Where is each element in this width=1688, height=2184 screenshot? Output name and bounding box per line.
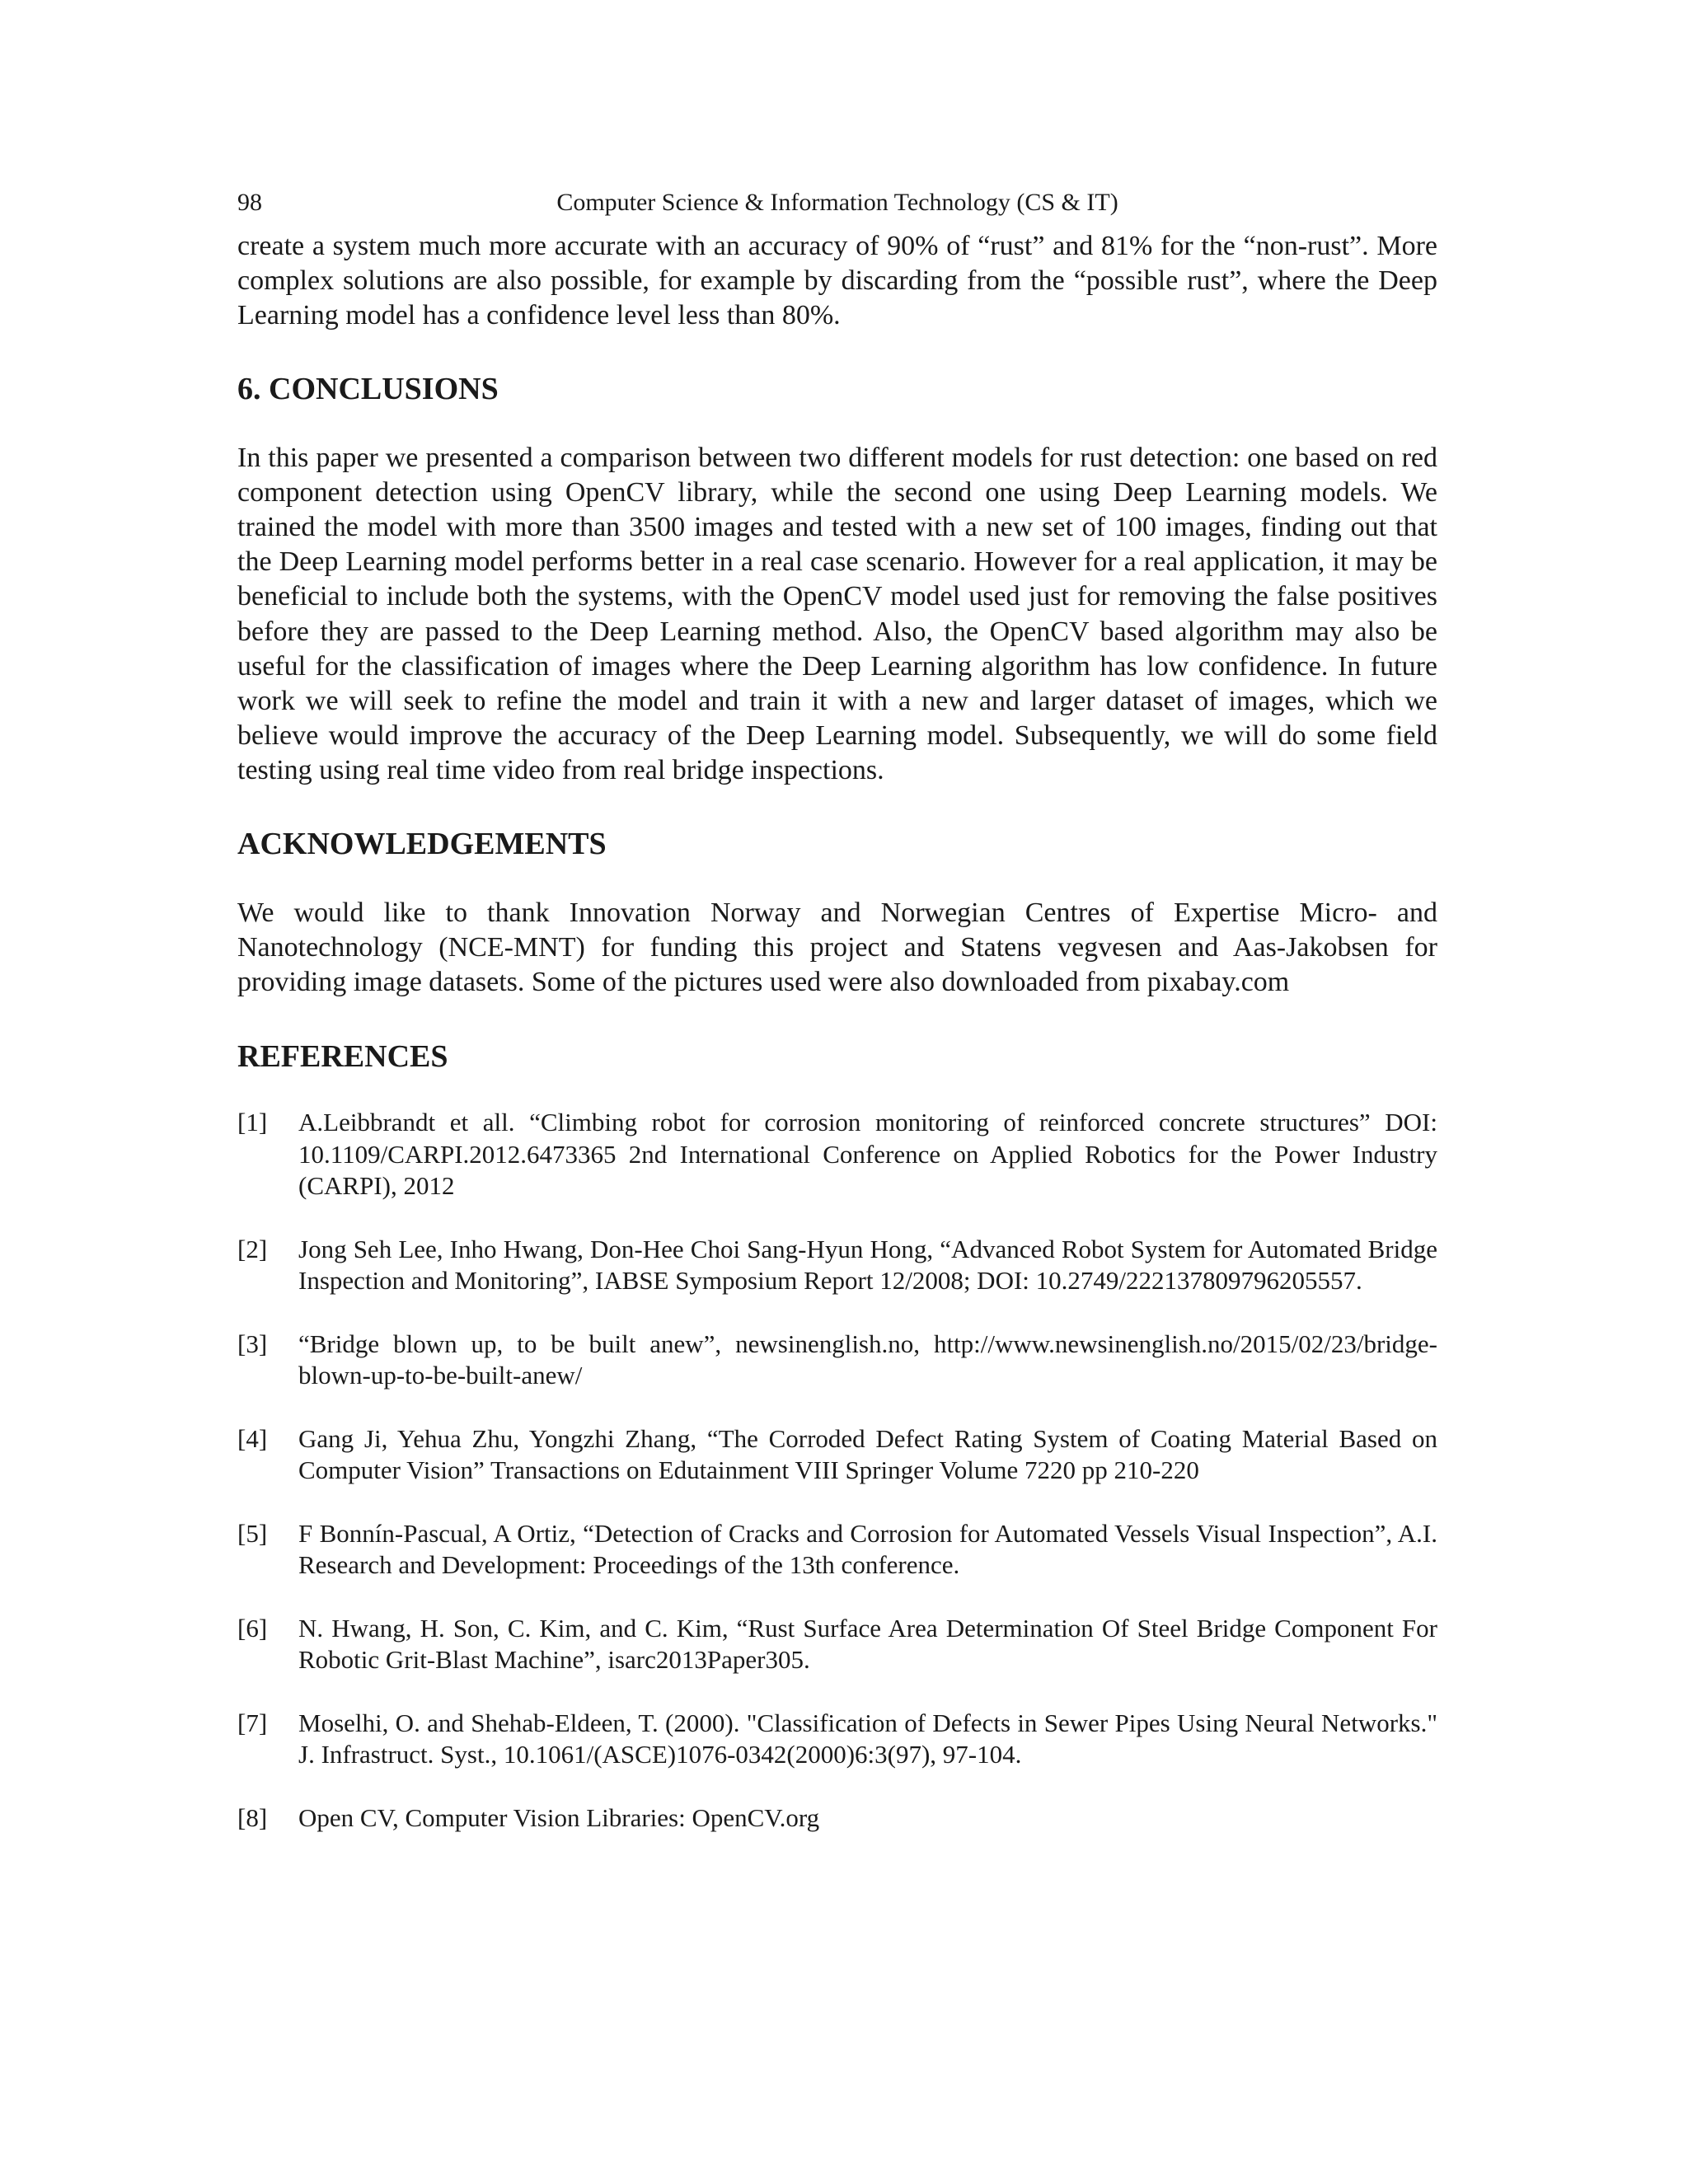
reference-number: [1]	[237, 1108, 268, 1137]
running-header	[237, 181, 1437, 224]
reference-number: [4]	[237, 1423, 268, 1453]
reference-item	[237, 1613, 1437, 1676]
journal-title: Computer Science & Information Technology (CS & IT)	[556, 189, 1118, 216]
reference-item	[237, 1107, 1437, 1202]
reference-number: [2]	[237, 1234, 268, 1263]
acknowledgements-heading: ACKNOWLEDGEMENTS	[237, 826, 607, 861]
acknowledgements-paragraph: We would like to thank Innovation Norway and Norwegian Centres of Expertise Micro- and Nanotechnology (NCE-MNT) for funding this project and Statens vegvesen and Aas-Jakobsen for providing image datasets. Some of the pictures used were also downloaded from pixabay.com	[237, 897, 1437, 998]
reference-text: Jong Seh Lee, Inho Hwang, Don-Hee Choi Sang-Hyun Hong, “Advanced Robot System for Automated Bridge Inspection and Monitoring”, IABSE Symposium Report 12/2008; DOI: 10.2749/222137809796205557.	[298, 1234, 1437, 1296]
conclusions-heading: 6. CONCLUSIONS	[237, 371, 499, 406]
reference-item	[237, 1708, 1437, 1771]
reference-text: “Bridge blown up, to be built anew”, newsinenglish.no, http://www.newsinenglish.no/2015/02/23/bridge-blown-up-to-be-built-anew/	[298, 1329, 1437, 1390]
paper-page	[237, 181, 1437, 1834]
reference-text: N. Hwang, H. Son, C. Kim, and C. Kim, “Rust Surface Area Determination Of Steel Bridge Component For Robotic Grit-Blast Machine”, isarc2013Paper305.	[298, 1613, 1437, 1675]
reference-item	[237, 1234, 1437, 1297]
reference-item	[237, 1423, 1437, 1487]
reference-text: Moselhi, O. and Shehab-Eldeen, T. (2000). "Classification of Defects in Sewer Pipes Using Neural Networks." J. Infrastruct. Syst., 10.1061/(ASCE)1076-0342(2000)6:3(97), 97-104.	[298, 1708, 1437, 1769]
reference-number: [5]	[237, 1518, 268, 1548]
page-number: 98	[237, 189, 262, 216]
conclusions-paragraph: In this paper we presented a comparison between two different models for rust detection: one based on red component detection using OpenCV library, while the second one using Deep Learning models. We trained the model with more than 3500 images and tested with a new set of 100 images, finding out that the Deep Learning model performs better in a real case scenario. However for a real application, it may be beneficial to include both the systems, with the OpenCV model used just for removing the false positives before they are passed to the Deep Learning method. Also, the OpenCV based algorithm may also be useful for the classification of images where the Deep Learning algorithm has low confidence. In future work we will seek to refine the model and train it with a new and larger dataset of images, which we believe would improve the accuracy of the Deep Learning model. Subsequently, we will do some field testing using real time video from real bridge inspections.	[237, 442, 1437, 786]
intro-paragraph: create a system much more accurate with an accuracy of 90% of “rust” and 81% for the “non-rust”. More complex solutions are also possible, for example by discarding from the “possible rust”, where the Deep Learning model has a confidence level less than 80%.	[237, 231, 1437, 331]
reference-text: Open CV, Computer Vision Libraries: OpenCV.org	[298, 1802, 820, 1832]
reference-text: F Bonnín-Pascual, A Ortiz, “Detection of Cracks and Corrosion for Automated Vessels Visual Inspection”, A.I. Research and Development: Proceedings of the 13th conference.	[298, 1518, 1437, 1580]
reference-number: [8]	[237, 1802, 268, 1832]
reference-number: [3]	[237, 1329, 268, 1358]
reference-item	[237, 1329, 1437, 1392]
references-heading: REFERENCES	[237, 1039, 448, 1075]
reference-item	[237, 1802, 1437, 1835]
reference-number: [7]	[237, 1708, 268, 1737]
reference-text: Gang Ji, Yehua Zhu, Yongzhi Zhang, “The Corroded Defect Rating System of Coating Material Based on Computer Vision” Transactions on Edutainment VIII Springer Volume 7220 pp 210-220	[298, 1423, 1437, 1485]
reference-text: A.Leibbrandt et all. “Climbing robot for corrosion monitoring of reinforced concrete structures” DOI: 10.1109/CARPI.2012.6473365 2nd International Conference on Applied Robotics for the Power Industry (CARPI), 2012	[298, 1108, 1437, 1201]
reference-number: [6]	[237, 1613, 268, 1643]
reference-item	[237, 1518, 1437, 1582]
reference-list	[237, 1107, 1437, 1834]
